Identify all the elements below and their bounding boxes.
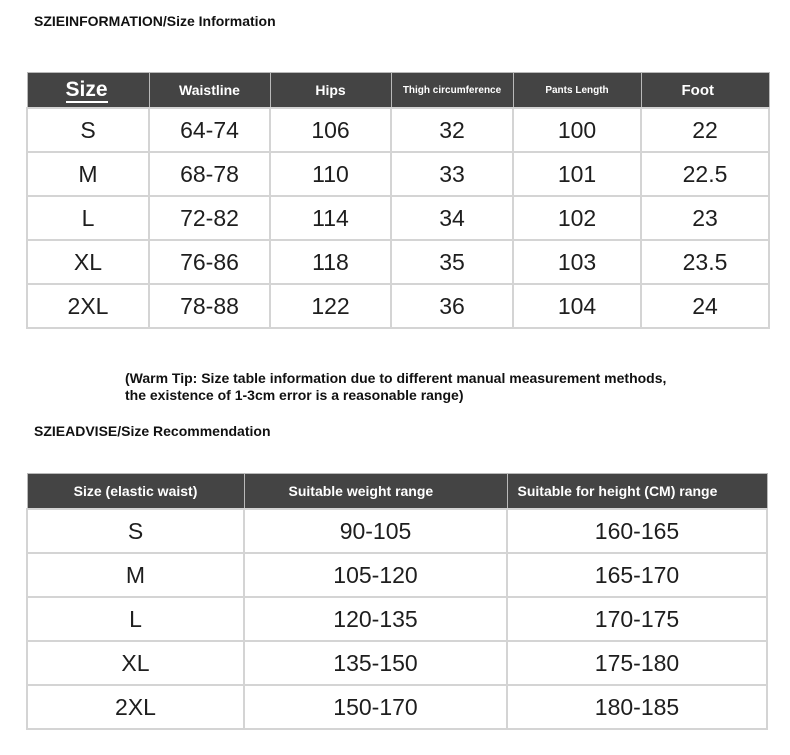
- table-header-row: [27, 474, 767, 510]
- header-waistline: Waistline: [149, 73, 270, 109]
- table-row: [27, 240, 769, 284]
- size-recommendation-title: SZIEADVISE/Size Recommendation: [34, 423, 271, 439]
- header-pants-length: Pants Length: [513, 73, 641, 109]
- cell-size: 2XL: [27, 284, 149, 328]
- cell-size: L: [27, 196, 149, 240]
- cell-thigh: 35: [391, 240, 513, 284]
- cell-foot: 22: [641, 108, 769, 152]
- table-row: [27, 284, 769, 328]
- header-hips: Hips: [270, 73, 391, 109]
- cell-size: S: [27, 108, 149, 152]
- header-thigh-circumference: Thigh circumference: [391, 73, 513, 109]
- table-row: [27, 108, 769, 152]
- cell-size: M: [27, 152, 149, 196]
- cell-waistline: 64-74: [149, 108, 270, 152]
- header-weight-range: Suitable weight range: [244, 474, 507, 510]
- size-information-title: SZIEINFORMATION/Size Information: [34, 13, 276, 29]
- cell-foot: 22.5: [641, 152, 769, 196]
- table-row: [27, 553, 767, 597]
- table-row: [27, 597, 767, 641]
- header-foot: Foot: [641, 73, 769, 109]
- cell-pants-length: 102: [513, 196, 641, 240]
- cell-size: S: [27, 509, 244, 553]
- cell-height: 175-180: [507, 641, 767, 685]
- table-row: [27, 685, 767, 729]
- cell-hips: 114: [270, 196, 391, 240]
- cell-size: 2XL: [27, 685, 244, 729]
- cell-thigh: 36: [391, 284, 513, 328]
- cell-pants-length: 104: [513, 284, 641, 328]
- header-size-elastic-waist: Size (elastic waist): [27, 474, 244, 510]
- header-height-range: Suitable for height (CM) range: [507, 474, 767, 510]
- cell-pants-length: 100: [513, 108, 641, 152]
- cell-size: XL: [27, 240, 149, 284]
- cell-foot: 24: [641, 284, 769, 328]
- cell-weight: 150-170: [244, 685, 507, 729]
- table-row: [27, 196, 769, 240]
- cell-waistline: 78-88: [149, 284, 270, 328]
- cell-weight: 105-120: [244, 553, 507, 597]
- cell-height: 180-185: [507, 685, 767, 729]
- cell-size: L: [27, 597, 244, 641]
- cell-waistline: 68-78: [149, 152, 270, 196]
- cell-size: M: [27, 553, 244, 597]
- size-information-table: [26, 72, 770, 329]
- cell-height: 170-175: [507, 597, 767, 641]
- table-row: [27, 509, 767, 553]
- cell-hips: 122: [270, 284, 391, 328]
- cell-hips: 110: [270, 152, 391, 196]
- cell-pants-length: 103: [513, 240, 641, 284]
- cell-foot: 23: [641, 196, 769, 240]
- cell-height: 160-165: [507, 509, 767, 553]
- cell-weight: 135-150: [244, 641, 507, 685]
- cell-pants-length: 101: [513, 152, 641, 196]
- warm-tip: [125, 370, 666, 404]
- warm-tip-line-1: (Warm Tip: Size table information due to different manual measurement methods,: [125, 370, 667, 386]
- cell-foot: 23.5: [641, 240, 769, 284]
- cell-waistline: 76-86: [149, 240, 270, 284]
- cell-thigh: 33: [391, 152, 513, 196]
- cell-waistline: 72-82: [149, 196, 270, 240]
- cell-hips: 118: [270, 240, 391, 284]
- table-row: [27, 641, 767, 685]
- table-row: [27, 152, 769, 196]
- cell-thigh: 34: [391, 196, 513, 240]
- cell-height: 165-170: [507, 553, 767, 597]
- cell-hips: 106: [270, 108, 391, 152]
- warm-tip-line-2: the existence of 1-3cm error is a reasonable range): [125, 387, 464, 403]
- cell-thigh: 32: [391, 108, 513, 152]
- cell-size: XL: [27, 641, 244, 685]
- size-recommendation-table: [26, 473, 768, 730]
- table-header-row: [27, 73, 769, 109]
- cell-weight: 120-135: [244, 597, 507, 641]
- header-size: Size: [27, 73, 149, 109]
- cell-weight: 90-105: [244, 509, 507, 553]
